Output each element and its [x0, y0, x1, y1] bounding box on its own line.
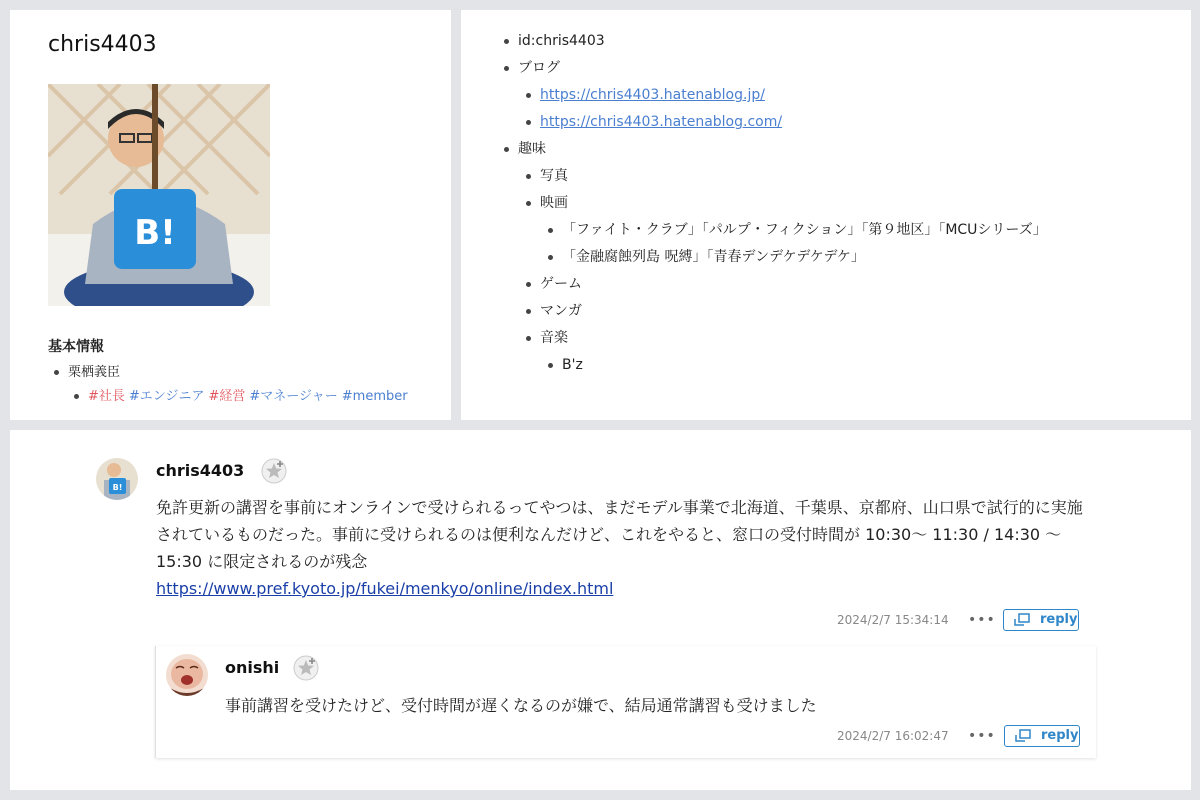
blog-link[interactable]: https://chris4403.hatenablog.com/	[540, 114, 783, 130]
real-name: 栗栖義臣	[48, 360, 120, 385]
hobby-music: 音楽	[501, 325, 1082, 352]
comment-text	[156, 494, 1086, 602]
more-icon[interactable]: •••	[968, 612, 996, 628]
reply-icon	[1015, 729, 1031, 743]
add-star-icon[interactable]	[261, 458, 287, 484]
hobby-game: ゲーム	[501, 271, 1082, 298]
svg-text:B!: B!	[134, 213, 176, 253]
reply-label: reply	[1041, 728, 1079, 743]
reply-comment	[155, 646, 1096, 758]
tag-link[interactable]: #エンジニア	[128, 389, 205, 404]
reply-label: reply	[1040, 612, 1078, 627]
reply-button[interactable]	[1003, 609, 1079, 631]
reply-avatar[interactable]	[166, 654, 208, 696]
blog-label: ブログ	[501, 55, 1082, 82]
reply-body: 事前講習を受けたけど、受付時間が遅くなるのが嫌で、結局通常講習も受けました	[225, 696, 817, 715]
comment-avatar[interactable]	[96, 458, 138, 500]
profile-details-panel	[461, 10, 1191, 420]
tag-link[interactable]: #マネージャー	[249, 389, 338, 404]
profile-name: chris4403	[48, 32, 157, 57]
profile-tags	[48, 384, 412, 409]
blog-link-item	[501, 109, 1082, 136]
basic-info-title: 基本情報	[48, 339, 104, 355]
hobby-photo: 写真	[501, 163, 1082, 190]
basic-info-list	[48, 360, 120, 385]
tag-link[interactable]: #member	[341, 389, 408, 404]
profile-avatar	[48, 84, 270, 306]
movie-list: 「金融腐蝕列島 呪縛」「青春デンデケデケデケ」	[501, 244, 1082, 271]
reply-author[interactable]: onishi	[225, 658, 280, 677]
comment-timestamp[interactable]: 2024/2/7 15:34:14	[837, 613, 949, 627]
comment-link[interactable]: https://www.pref.kyoto.jp/fukei/menkyo/online/index.html	[156, 579, 614, 598]
profile-details-list	[501, 28, 1082, 379]
reply-timestamp[interactable]: 2024/2/7 16:02:47	[837, 729, 949, 743]
svg-text:B!: B!	[112, 483, 123, 492]
profile-panel	[10, 10, 451, 420]
reply-button[interactable]	[1004, 725, 1080, 747]
blog-link[interactable]: https://chris4403.hatenablog.jp/	[540, 87, 765, 103]
movie-list: 「ファイト・クラブ」「パルプ・フィクション」「第９地区」「MCUシリーズ」	[501, 217, 1082, 244]
hobby-label: 趣味	[501, 136, 1082, 163]
hobby-manga: マンガ	[501, 298, 1082, 325]
comment-author[interactable]: chris4403	[156, 461, 245, 480]
hobby-movie: 映画	[501, 190, 1082, 217]
user-id: id:chris4403	[501, 28, 1082, 55]
comment-body: 免許更新の講習を事前にオンラインで受けられるってやつは、まだモデル事業で北海道、千葉県、京都府、山口県で試行的に実施されているものだった。事前に受けられるのは便利なんだけど、これをやると、窓口の受付時間が 10:30〜 11:30 / 14:30 〜 15:30 に限定されるのが残念	[156, 498, 1083, 571]
blog-link-item	[501, 82, 1082, 109]
add-star-icon[interactable]	[293, 655, 319, 681]
comment-thread-panel	[10, 430, 1191, 790]
more-icon[interactable]: •••	[968, 728, 996, 744]
tag-link[interactable]: #経営	[208, 389, 246, 404]
reply-icon	[1014, 613, 1030, 627]
music-artist: B'z	[501, 352, 1082, 379]
tag-link[interactable]: #社長	[88, 389, 125, 404]
